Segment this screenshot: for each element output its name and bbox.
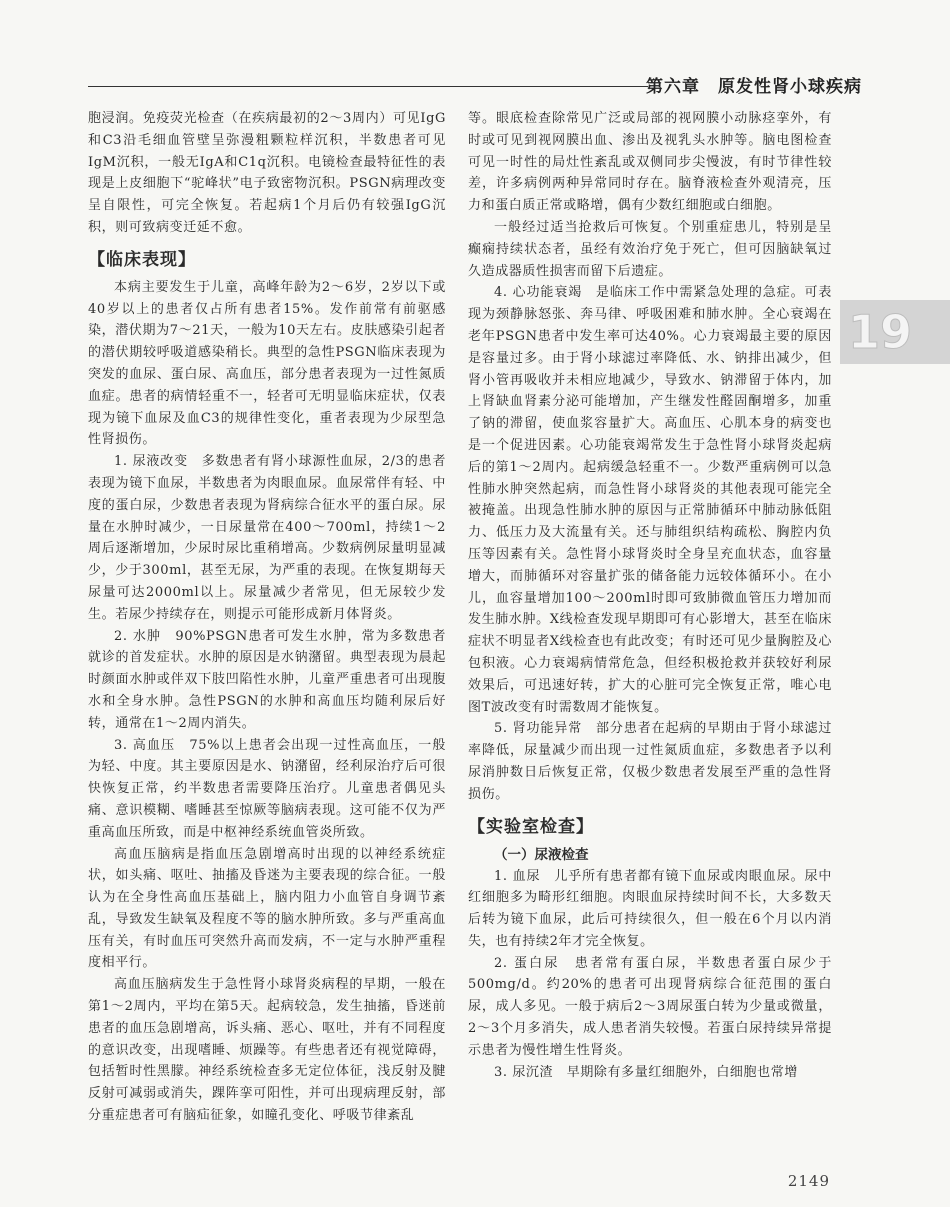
paragraph: 等。眼底检查除常见广泛或局部的视网膜小动脉痉挛外，有时或可见到视网膜出血、渗出及视乳头水肿等。脑电图检查可见一时性的局灶性紊乱或双侧同步尖慢波，有时节律性较差，许多病例两种异常同时存在。脑脊液检查外观清亮，压力和蛋白质正常或略增，偶有少数红细胞或白细胞。 — [468, 111, 832, 214]
paragraph: 2. 蛋白尿 患者常有蛋白尿，半数患者蛋白尿少于500mg/d。约20%的患者可出现肾病综合征范围的蛋白尿，成人多见。一般于病后2～3周尿蛋白转为少量或微量，2～3个月多消失，成人患者消失较慢。若蛋白尿持续异常提示患者为慢性增生性肾炎。 — [468, 955, 832, 1058]
paragraph: 1. 血尿 儿乎所有患者都有镜下血尿或肉眼血尿。尿中红细胞多为畸形红细胞。肉眼血尿持续时间不长，大多数天后转为镜下血尿，此后可持续很久，但一般在6个月以内消失，也有持续2年才完全恢复。 — [468, 868, 832, 949]
section-title-lab: 【实验室检查】 — [468, 816, 594, 837]
paragraph: 一般经过适当抢救后可恢复。个别重症患儿，特别是呈癫痫持续状态者，虽经有效治疗免于死亡，但可因脑缺氧过久造成器质性损害而留下后遗症。 — [468, 219, 832, 279]
subsection-title-urine: （一）尿液检查 — [494, 846, 589, 863]
paragraph: 4. 心功能衰竭 是临床工作中需紧急处理的急症。可表现为颈静脉怒张、奔马律、呼吸困难和肺水肿。全心衰竭在老年PSGN患者中发生率可达40%。心力衰竭最主要的原因是容量过多。由于肾小球滤过率降低、水、钠排出减少，但肾小管再吸收并未相应地减少，导致水、钠滞留于体内，加上肾缺血肾素分泌可能增加，产生继发性醛固酮增多，加重了钠的滞留，使血浆容量扩大。高血压、心肌本身的病变也是一个促进因素。心功能衰竭常发生于急性肾小球肾炎起病后的第1～2周内。起病缓急轻重不一。少数严重病例可以急性肺水肿突然起病，而急性肾小球肾炎的其他表现可能完全被掩盖。出现急性肺水肿的原因与正常肺循环中肺动脉低阻力、低压力及大流量有关。还与肺组织结构疏松、胸腔内负压等因素有关。急性肾小球肾炎时全身呈充血状态，血容量增大，而肺循环对容量扩张的储备能力远较体循环小。在小儿，血容量增加100～200ml时即可致肺微血管压力增加而发生肺水肿。X线检查发现早期即可有心影增大，甚至在临床症状不明显者X线检查也有此改变；有时还可见少量胸腔及心包积液。心力衰竭病情常危急，但经积极抢救并获较好利尿效果后，可迅速好转，扩大的心脏可完全恢复正常，唯心电图T波改变有时需数周才能恢复。 — [468, 285, 832, 715]
paragraph: 高血压脑病是指血压急剧增高时出现的以神经系统症状，如头痛、呕吐、抽搐及昏迷为主要表现的综合征。一般认为在全身性高血压基础上，脑内阻力小血管自身调节紊乱，导致发生缺氧及程度不等的脑水肿所致。多与严重高血压有关，有时血压可突然升高而发病，不一定与水肿严重程度相平行。 — [88, 846, 446, 971]
paragraph: 2. 水肿 90%PSGN患者可发生水肿，常为多数患者就诊的首发症状。水肿的原因是水钠潴留。典型表现为晨起时颜面水肿或伴双下肢凹陷性水肿，儿童严重患者可出现腹水和全身水肿。急性PSGN的水肿和高血压均随利尿后好转，通常在1～2周内消失。 — [88, 628, 446, 731]
paragraph: 3. 高血压 75%以上患者会出现一过性高血压，一般为轻、中度。其主要原因是水、钠潴留，经利尿治疗后可很快恢复正常，约半数患者需要降压治疗。儿童患者偶见头痛、意识模糊、嗜睡甚至惊厥等脑病表现。这可能不仅为严重高血压所致，而是中枢神经系统血管炎所致。 — [88, 737, 446, 840]
paragraph: 1. 尿液改变 多数患者有肾小球源性血尿，2/3的患者表现为镜下血尿，半数患者为肉眼血尿。血尿常伴有轻、中度的蛋白尿，少数患者表现为肾病综合征水平的蛋白尿。尿量在水肿时减少，一日尿量常在400～700ml，持续1～2周后逐渐增加，少尿时尿比重稍增高。少数病例尿量明显减少，少于300ml，甚至无尿，为严重的表现。在恢复期每天尿量可达2000ml以上。尿量减少者常见，但无尿较少发生。若尿少持续存在，则提示可能形成新月体肾炎。 — [88, 454, 446, 622]
section-title-clinical: 【临床表现】 — [88, 249, 196, 270]
paragraph: 3. 尿沉渣 早期除有多量红细胞外，白细胞也常增 — [494, 1064, 798, 1080]
chapter-title: 第六章 原发性肾小球疾病 — [646, 77, 862, 97]
intro-paragraph: 胞浸润。免疫荧光检查（在疾病最初的2～3周内）可见IgG和C3沿毛细血管壁呈弥漫粗颗粒样沉积，半数患者可见IgM沉积，一般无IgA和C1q沉积。电镜检查最特征性的表现是上皮细胞下“驼峰状”电子致密物沉积。PSGN病理改变呈自限性，可完全恢复。若起病1个月后仍有较强IgG沉积，则可致病变迁延不愈。 — [88, 111, 446, 235]
paragraph: 本病主要发生于儿童，高峰年龄为2～6岁，2岁以下或40岁以上的患者仅占所有患者15%。发作前常有前驱感染，潜伏期为7～21天，一般为10天左右。皮肤感染引起者的潜伏期较呼吸道感染稍长。典型的急性PSGN临床表现为突发的血尿、蛋白尿、高血压，部分患者表现为一过性氮质血症。患者的病情轻重不一，轻者可无明显临床症状，仅表现为镜下血尿及血C3的规律性变化，重者表现为少尿型急性肾损伤。 — [88, 279, 446, 448]
header-rule — [88, 86, 648, 87]
paragraph: 5. 肾功能异常 部分患者在起病的早期由于肾小球滤过率降低，尿量减少而出现一过性氮质血症，多数患者予以利尿消肿数日后恢复正常，仅极少数患者发展至严重的急性肾损伤。 — [468, 721, 832, 802]
page-number: 2149 — [787, 1172, 830, 1190]
left-column — [88, 108, 446, 1127]
chapter-tab-marker: 19 — [840, 300, 950, 364]
paragraph: 高血压脑病发生于急性肾小球肾炎病程的早期，一般在第1～2周内，平均在第5天。起病较急，发生抽搐，昏迷前患者的血压急剧增高，诉头痛、恶心、呕吐，并有不同程度的意识改变，出现嗜睡、烦躁等。有些患者还有视觉障碍，包括暂时性黑朦。神经系统检查多无定位体征，浅反射及腱反射可减弱或消失，踝阵挛可阳性，并可出现病理反射，部分重症患者可有脑疝征象，如瞳孔变化、呼吸节律紊乱 — [88, 977, 446, 1124]
right-column — [468, 108, 832, 1083]
